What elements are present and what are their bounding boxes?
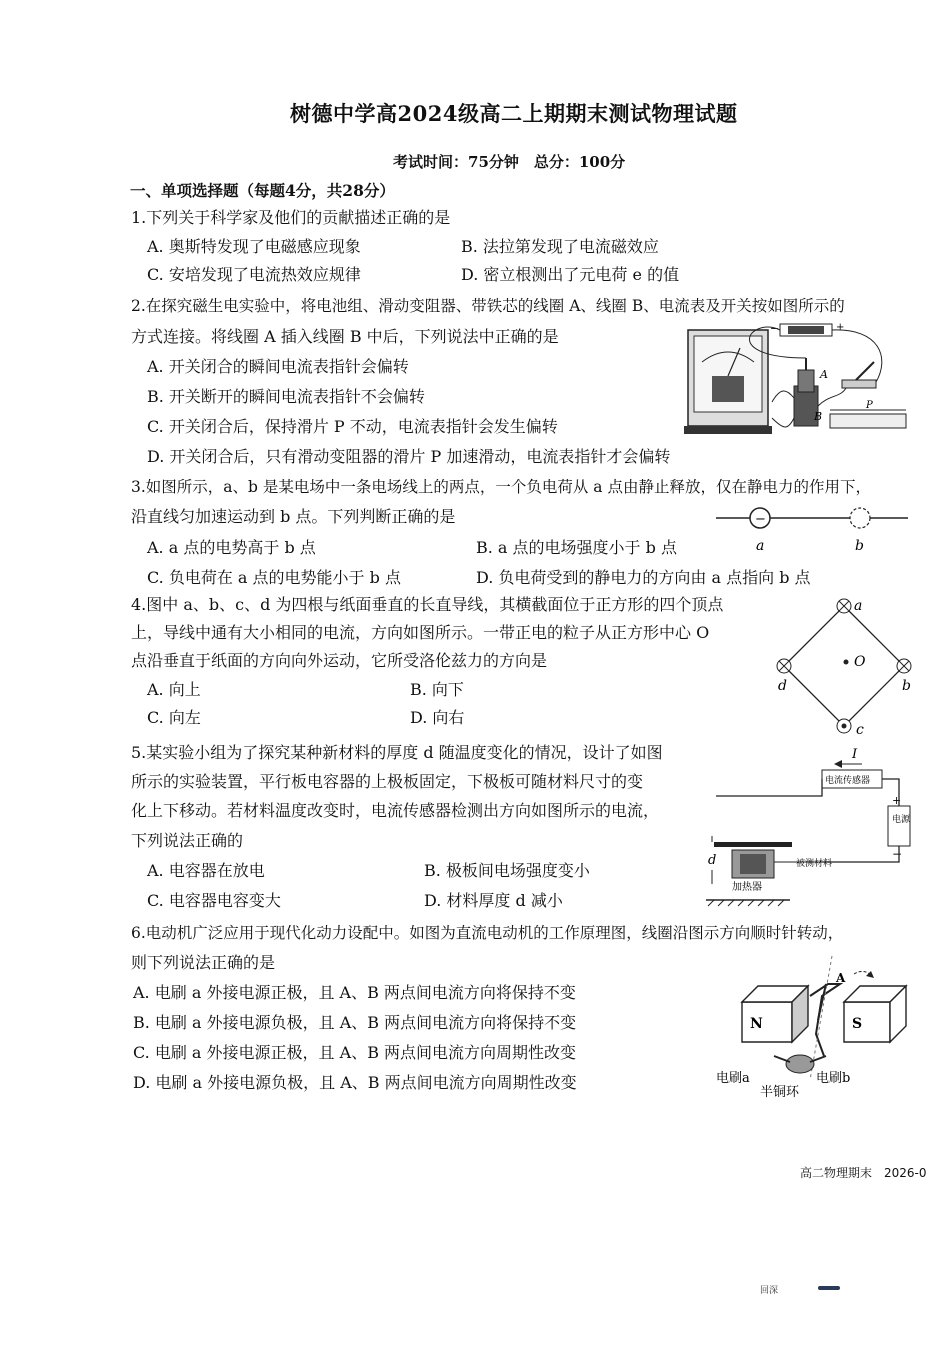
exam-info: 考试时间：75分钟 总分：100分 (393, 153, 626, 171)
q5-fig-minus: − (892, 847, 903, 861)
q5-option-b: B. 极板间电场强度变小 (424, 861, 590, 880)
q2-fig-minus: − (770, 322, 780, 335)
q4-stem-line1: 4.图中 a、b、c、d 为四根与纸面垂直的长直导线，其横截面位于正方形的四个顶点 (131, 595, 724, 614)
q6-fig-a-point: A (836, 971, 846, 985)
q3-fig-label-b: b (855, 538, 864, 554)
q4-stem-line2: 上，导线中通有大小相同的电流，方向如图所示。一带正电的粒子从正方形中心 O (131, 623, 710, 642)
q3-fig-minus: − (755, 512, 766, 527)
q5-option-a: A. 电容器在放电 (147, 861, 265, 880)
q6-fig-brush-a: 电刷a (716, 1071, 750, 1086)
q3-option-d: D. 负电荷受到的静电力的方向由 a 点指向 b 点 (476, 568, 811, 587)
q6-fig-n: N (750, 1016, 763, 1032)
q6-stem-line1: 6.电动机广泛应用于现代化动力设配中。如图为直流电动机的工作原理图，线圈沿图示方向顺时针转动， (131, 924, 844, 942)
q2-fig-plus: + (836, 322, 845, 333)
page-title: 树德中学高2024级高二上期期末测试物理试题 (290, 101, 738, 126)
q1-option-b: B. 法拉第发现了电流磁效应 (461, 237, 659, 256)
q2-option-a: A. 开关闭合的瞬间电流表指针会偏转 (147, 357, 409, 376)
q4-fig-label-b: b (902, 678, 911, 694)
q4-option-a: A. 向上 (147, 680, 201, 699)
q4-option-b: B. 向下 (410, 680, 464, 699)
q5-capacitor-figure (702, 744, 916, 910)
q5-option-d: D. 材料厚度 d 减小 (424, 891, 563, 910)
q2-option-c: C. 开关闭合后，保持滑片 P 不动，电流表指针会发生偏转 (147, 417, 558, 436)
q2-fig-label-a: A (820, 368, 828, 381)
q5-stem-line1: 5.某实验小组为了探究某种新材料的厚度 d 随温度变化的情况，设计了如图 (131, 743, 663, 762)
q2-circuit-figure (680, 318, 910, 446)
q6-stem-line2: 则下列说法正确的是 (131, 953, 276, 972)
q4-wires-figure (770, 594, 920, 744)
q4-fig-label-o: O (854, 654, 866, 670)
q4-fig-label-d: d (778, 678, 787, 694)
q3-option-a: A. a 点的电势高于 b 点 (147, 538, 316, 557)
qr-watermark-text: 回深 (760, 1286, 779, 1296)
q3-stem-line2: 沿直线匀加速运动到 b 点。下列判断正确的是 (131, 507, 456, 526)
q3-option-b: B. a 点的电场强度小于 b 点 (476, 538, 677, 557)
q5-fig-sensor: 电流传感器 (825, 776, 871, 786)
footer-text: 高二物理期末 2026-0 (800, 1166, 927, 1180)
q3-fig-label-a: a (756, 538, 765, 554)
q5-fig-current: I (852, 747, 858, 762)
q6-fig-brush-b: 电刷b (816, 1071, 851, 1086)
q5-option-c: C. 电容器电容变大 (147, 891, 281, 910)
q6-fig-ring: 半铜环 (760, 1085, 800, 1100)
q6-option-c: C. 电刷 a 外接电源正极，且 A、B 两点间电流方向周期性改变 (133, 1043, 577, 1062)
q6-option-a: A. 电刷 a 外接电源正极，且 A、B 两点间电流方向将保持不变 (133, 983, 576, 1002)
scan-badge (818, 1286, 840, 1290)
q1-option-a: A. 奥斯特发现了电磁感应现象 (147, 237, 361, 256)
q5-stem-line2: 所示的实验装置，平行板电容器的上极板固定，下极板可随材料尺寸的变 (131, 772, 644, 791)
q5-fig-material: 被测材料 (796, 859, 833, 869)
q4-fig-label-c: c (856, 722, 864, 738)
q6-fig-s: S (852, 1016, 863, 1032)
q5-stem-line3: 化上下移动。若材料温度改变时，电流传感器检测出方向如图所示的电流， (131, 801, 660, 820)
q6-option-b: B. 电刷 a 外接电源负极，且 A、B 两点间电流方向将保持不变 (133, 1013, 577, 1032)
q2-option-b: B. 开关断开的瞬间电流表指针不会偏转 (147, 387, 425, 406)
q3-stem-line1: 3.如图所示，a、b 是某电场中一条电场线上的两点，一个负电荷从 a 点由静止释放，仅在静电力的作用下， (131, 478, 871, 496)
q5-stem-line4: 下列说法正确的 (131, 831, 244, 850)
section-heading: 一、单项选择题（每题4分，共28分） (130, 181, 395, 200)
q4-option-d: D. 向右 (410, 708, 465, 727)
q4-fig-label-a: a (854, 598, 863, 614)
q5-fig-source: 电源 (892, 815, 911, 825)
q2-stem-line1: 2.在探究磁生电实验中，将电池组、滑动变阻器、带铁芯的线圈 A、线圈 B、电流表及开关按如图所示的 (131, 297, 845, 315)
q2-option-d: D. 开关闭合后，只有滑动变阻器的滑片 P 加速滑动，电流表指针才会偏转 (147, 447, 671, 466)
q1-stem: 1.下列关于科学家及他们的贡献描述正确的是 (131, 208, 451, 227)
q3-option-c: C. 负电荷在 a 点的电势能小于 b 点 (147, 568, 401, 587)
q1-option-c: C. 安培发现了电流热效应规律 (147, 265, 361, 284)
q6-option-d: D. 电刷 a 外接电源负极，且 A、B 两点间电流方向周期性改变 (133, 1073, 577, 1092)
q2-fig-label-p: P (866, 400, 873, 411)
q6-motor-figure (714, 956, 914, 1102)
q5-fig-d: d (708, 853, 717, 868)
q5-fig-plus: + (892, 794, 902, 807)
q4-stem-line3: 点沿垂直于纸面的方向向外运动，它所受洛伦兹力的方向是 (131, 651, 548, 670)
q2-stem-line2: 方式连接。将线圈 A 插入线圈 B 中后，下列说法中正确的是 (131, 327, 559, 346)
q2-fig-label-b: B (814, 410, 823, 423)
q1-option-d: D. 密立根测出了元电荷 e 的值 (461, 265, 680, 284)
q4-option-c: C. 向左 (147, 708, 201, 727)
q5-fig-heater: 加热器 (732, 882, 762, 893)
q3-field-line-figure (716, 504, 910, 556)
